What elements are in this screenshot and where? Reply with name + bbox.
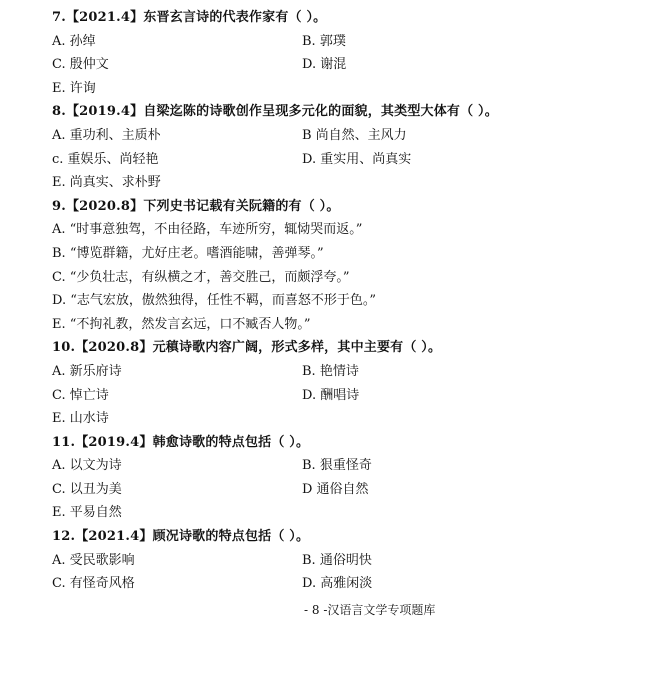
question-8-option-a: A. 重功利、主质朴 bbox=[52, 127, 161, 143]
question-7-options-row-2 bbox=[52, 53, 612, 77]
question-12-option-c: C. 有怪奇风格 bbox=[52, 576, 135, 592]
question-12-option-d: D. 高雅闲淡 bbox=[302, 576, 373, 592]
question-8-stem: 8.【2019.4】自梁迄陈的诗歌创作呈现多元化的面貌，其类型大体有（ ）。 bbox=[52, 104, 498, 120]
question-12-option-b: B. 通俗明快 bbox=[302, 552, 372, 568]
question-list bbox=[52, 6, 612, 596]
question-10-option-d: D. 酬唱诗 bbox=[302, 387, 360, 403]
page-footer: - 8 -汉语言文学专项题库 bbox=[304, 603, 436, 617]
question-7-option-d: D. 谢混 bbox=[302, 57, 347, 73]
question-9-stem: 9.【2020.8】下列史书记载有关阮籍的有（ ）。 bbox=[52, 198, 340, 214]
question-9-option-e: E. “不拘礼教，然发言玄远，口不臧否人物。” bbox=[52, 316, 311, 332]
question-12-stem: 12.【2021.4】顾况诗歌的特点包括（ ）。 bbox=[52, 529, 310, 545]
question-10-option-a: A. 新乐府诗 bbox=[52, 363, 122, 379]
question-11-options-row-1 bbox=[52, 454, 612, 478]
question-12-options-row-2 bbox=[52, 572, 612, 596]
question-11-option-a: A. 以文为诗 bbox=[52, 458, 122, 474]
question-8-options-row-2 bbox=[52, 148, 612, 172]
question-10-stem: 10.【2020.8】元稹诗歌内容广阔，形式多样，其中主要有（ ）。 bbox=[52, 340, 442, 356]
question-7-options-row-1 bbox=[52, 30, 612, 54]
question-7-option-b: B. 郭璞 bbox=[302, 33, 346, 49]
question-10-option-e: E. 山水诗 bbox=[52, 411, 109, 427]
question-7-option-e: E. 许询 bbox=[52, 80, 96, 96]
question-7-stem: 7.【2021.4】东晋玄言诗的代表作家有（ ）。 bbox=[52, 10, 327, 25]
question-9-option-d: D. “志气宏放，傲然独得，任性不羁，而喜怒不形于色。” bbox=[52, 293, 377, 309]
question-7-option-c: C. 殷仲文 bbox=[52, 57, 109, 73]
question-7-option-a: A. 孙绰 bbox=[52, 33, 96, 49]
question-9-option-c: C. “少负壮志，有纵横之才，善交胜己，而颇浮夸。” bbox=[52, 269, 350, 285]
question-12-option-a: A. 受民歌影响 bbox=[52, 552, 135, 568]
question-11-option-d: D 通俗自然 bbox=[302, 481, 369, 497]
question-11-stem: 11.【2019.4】韩愈诗歌的特点包括（ ）。 bbox=[52, 434, 310, 450]
question-8-option-e: E. 尚真实、求朴野 bbox=[52, 175, 161, 191]
question-8-options-row-1 bbox=[52, 124, 612, 148]
question-10-options-row-1 bbox=[52, 360, 612, 384]
question-9-option-a: A. “时事意独驾，不由径路，车迹所穷，辄恸哭而返。” bbox=[52, 222, 363, 238]
question-10-options-row-2 bbox=[52, 384, 612, 408]
question-8-option-b: B 尚自然、主风力 bbox=[302, 127, 407, 143]
question-11-option-b: B. 狠重怪奇 bbox=[302, 458, 372, 474]
question-8-option-c: c. 重娱乐、尚轻艳 bbox=[52, 151, 159, 167]
question-9-option-b: B. “博览群籍，尤好庄老。嗜酒能啸，善弹琴。” bbox=[52, 245, 324, 261]
question-11-option-c: C. 以丑为美 bbox=[52, 481, 122, 497]
question-10-option-c: C. 悼亡诗 bbox=[52, 387, 109, 403]
question-10-option-b: B. 艳情诗 bbox=[302, 363, 359, 379]
question-11-option-e: E. 平易自然 bbox=[52, 505, 122, 521]
question-8-option-d: D. 重实用、尚真实 bbox=[302, 151, 412, 167]
question-12-options-row-1 bbox=[52, 549, 612, 573]
question-11-options-row-2 bbox=[52, 478, 612, 502]
